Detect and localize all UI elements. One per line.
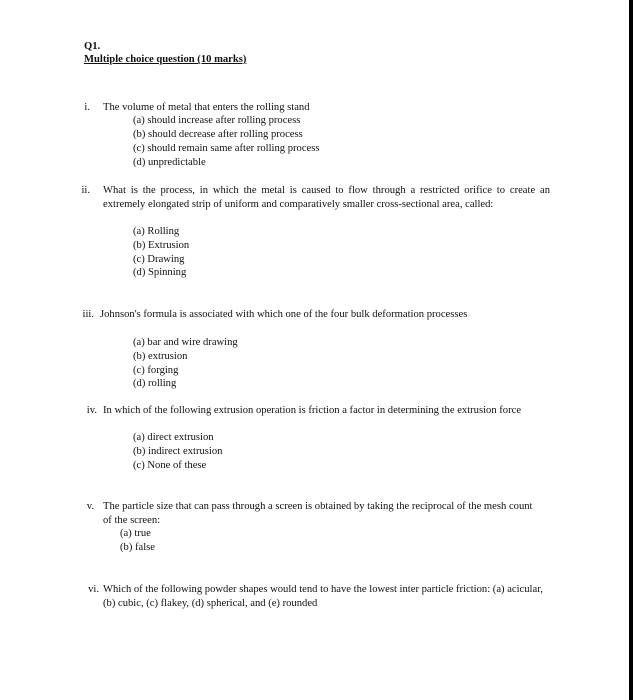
question-text: The volume of metal that enters the rolling stand (103, 102, 310, 113)
option: (d) unpredictable (133, 157, 206, 168)
question-number: iii. (82, 309, 94, 320)
option: (a) direct extrusion (133, 432, 214, 443)
option: (a) bar and wire drawing (133, 337, 238, 348)
question-number-heading: Q1. (84, 41, 101, 52)
option: (b) false (120, 542, 155, 553)
option: (c) None of these (133, 460, 207, 471)
question-number: ii. (81, 185, 90, 196)
option: (c) forging (133, 365, 179, 376)
option: (b) should decrease after rolling process (133, 129, 303, 140)
question-number: v. (86, 501, 94, 512)
option: (b) Extrusion (133, 240, 190, 251)
question-text: Johnson's formula is associated with which one of the four bulk deformation processes (100, 309, 468, 320)
question-text: The particle size that can pass through a screen is obtained by taking the reciprocal of the mesh count of the screen: (103, 501, 533, 526)
option: (b) indirect extrusion (133, 446, 223, 457)
option: (c) should remain same after rolling process (133, 143, 320, 154)
option: (a) should increase after rolling process (133, 115, 301, 126)
section-title: Multiple choice question (10 marks) (84, 54, 247, 65)
question-text: In which of the following extrusion operation is friction a factor in determining the extrusion force (103, 405, 522, 416)
option: (a) Rolling (133, 226, 180, 237)
question-number: i. (84, 102, 90, 113)
option: (a) true (120, 528, 151, 539)
page-edge (629, 0, 633, 700)
option: (c) Drawing (133, 254, 185, 265)
option: (d) Spinning (133, 267, 187, 278)
question-number: iv. (86, 405, 97, 416)
question-text: Which of the following powder shapes would tend to have the lowest inter particle friction: (a) acicular, (b) cubic, (c) flakey, (d) spherical, and (e) rounded (103, 584, 543, 609)
question-number: vi. (88, 584, 99, 595)
option: (b) extrusion (133, 351, 188, 362)
option: (d) rolling (133, 378, 177, 389)
question-text: What is the process, in which the metal is caused to flow through a restricted orifice to create an extremely elongated strip of uniform and comparatively smaller cross-sectional area, called: (103, 185, 550, 210)
